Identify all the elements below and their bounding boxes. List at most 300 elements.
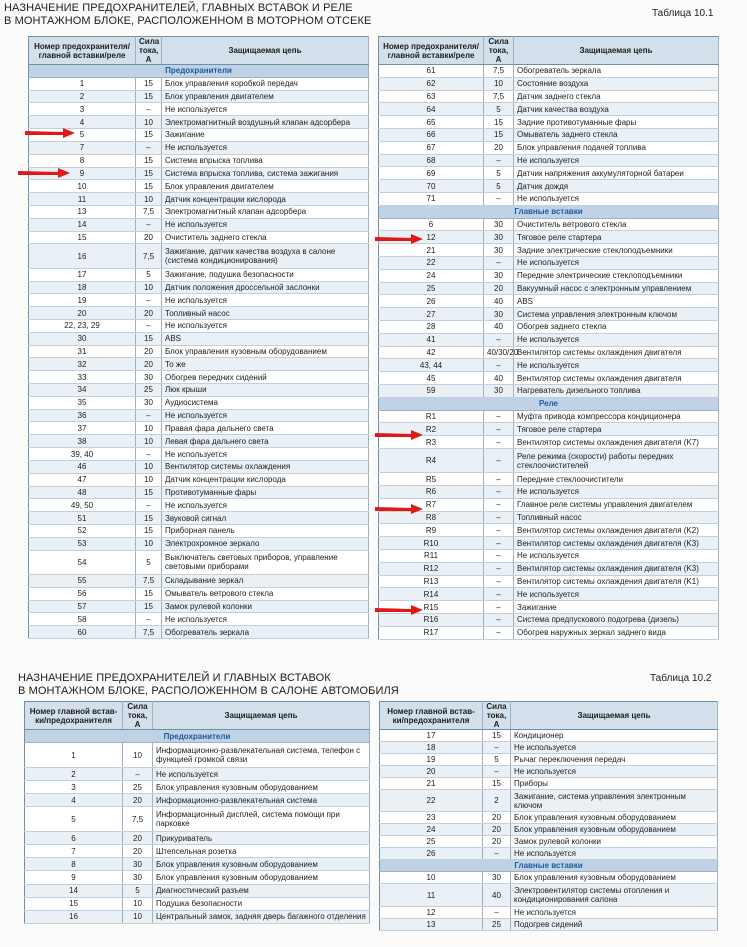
current-rating: – (484, 423, 514, 436)
table2-right-row (380, 741, 718, 753)
fuse-number: 67 (379, 141, 484, 154)
fuse-number: R9 (379, 524, 484, 537)
protected-circuit: Датчик концентрации кислорода (162, 193, 369, 206)
current-rating: 15 (484, 116, 514, 129)
protected-circuit: Состояние воздуха (514, 77, 719, 90)
fuse-number: R12 (379, 562, 484, 575)
fuse-number: 16 (29, 244, 136, 268)
table2-left-row (25, 845, 370, 858)
fuse-number: 66 (379, 128, 484, 141)
protected-circuit: Не используется (514, 588, 719, 601)
table1-right-row (379, 473, 719, 486)
table1-left-row (29, 600, 369, 613)
protected-circuit: Обогреватель зеркала (162, 626, 369, 639)
protected-circuit: Очиститель ветрового стекла (514, 218, 719, 231)
table1-right-row (379, 180, 719, 193)
current-rating: – (123, 767, 153, 780)
current-rating: 20 (123, 832, 153, 845)
table2-title-line2: В МОНТАЖНОМ БЛОКЕ, РАСПОЛОЖЕННОМ В САЛОНЕ АВТОМОБИЛЯ (18, 685, 399, 697)
fuse-number: 69 (379, 167, 484, 180)
fuse-number: 33 (29, 371, 136, 384)
current-rating: – (483, 765, 511, 777)
protected-circuit: Датчик заднего стекла (514, 90, 719, 103)
protected-circuit: Электромагнитный клапан адсорбера (162, 205, 369, 218)
table1-right-row (379, 588, 719, 601)
current-rating: – (136, 409, 162, 422)
fuse-number: 11 (29, 193, 136, 206)
current-rating: 15 (136, 512, 162, 525)
table1-left-row (29, 193, 369, 206)
fuse-number: 30 (29, 332, 136, 345)
current-rating: 20 (483, 812, 511, 824)
table2-left-row (25, 897, 370, 910)
fuse-number: R17 (379, 626, 484, 639)
protected-circuit: Блок управления коробкой передач (162, 77, 369, 90)
current-rating: – (483, 741, 511, 753)
fuse-number: 45 (379, 372, 484, 385)
table1-right-row (379, 256, 719, 269)
table1-left-row (29, 358, 369, 371)
fuse-number: R13 (379, 575, 484, 588)
fuse-number: 25 (380, 836, 483, 848)
current-rating: – (136, 294, 162, 307)
table1-left-row (29, 116, 369, 129)
protected-circuit: Противотуманные фары (162, 486, 369, 499)
protected-circuit: Не используется (162, 319, 369, 332)
table1-right-row (379, 308, 719, 321)
table1-right-section-row (379, 205, 719, 218)
table1-right-row (379, 436, 719, 449)
current-rating: – (484, 333, 514, 346)
protected-circuit: Вентилятор системы охлаждения двигателя (514, 346, 719, 359)
table1-left-row (29, 244, 369, 268)
fuse-number: 28 (379, 320, 484, 333)
fuse-number: 23 (380, 812, 483, 824)
fuse-number: 46 (29, 460, 136, 473)
table2-left-row (25, 807, 370, 832)
current-rating: – (484, 473, 514, 486)
current-rating: – (484, 359, 514, 372)
fuse-number: R5 (379, 473, 484, 486)
protected-circuit: Зажигание, датчик качества воздуха в салоне (система кондиционирования) (162, 244, 369, 268)
table1-left-table (28, 36, 369, 639)
protected-circuit: Люк крыши (162, 384, 369, 397)
table1-left-row (29, 371, 369, 384)
protected-circuit: Не используется (514, 192, 719, 205)
fuse-number: 6 (25, 832, 123, 845)
table1-left-row (29, 103, 369, 116)
table1-left-row (29, 218, 369, 231)
table1-right-row (379, 192, 719, 205)
fuse-number: 31 (29, 345, 136, 358)
table1-left-row (29, 524, 369, 537)
fuse-number: 54 (29, 550, 136, 574)
table1-right-row (379, 423, 719, 436)
protected-circuit: Подогрев сидений (511, 918, 718, 930)
table1-left-row (29, 613, 369, 626)
current-rating: – (484, 626, 514, 639)
current-rating: 15 (136, 600, 162, 613)
table1-left-row (29, 231, 369, 244)
protected-circuit: Информационный дисплей, система помощи при парковке (153, 807, 370, 832)
protected-circuit: Датчик дождя (514, 180, 719, 193)
table1-left-row (29, 626, 369, 639)
protected-circuit: Обогреватель зеркала (514, 65, 719, 78)
current-rating: 30 (483, 872, 511, 884)
protected-circuit: Не используется (514, 550, 719, 563)
fuse-number: 1 (29, 77, 136, 90)
protected-circuit: Обогрев наружных зеркал заднего вида (514, 626, 719, 639)
current-rating: 40 (484, 320, 514, 333)
protected-circuit: ABS (514, 295, 719, 308)
table2-left-row (25, 767, 370, 780)
fuse-number: 32 (29, 358, 136, 371)
protected-circuit: Не используется (514, 154, 719, 167)
fuse-number: 24 (379, 269, 484, 282)
table2-left-table (24, 701, 370, 924)
table2-left-row (25, 871, 370, 884)
protected-circuit: Тяговое реле стартера (514, 231, 719, 244)
table2-right-header-amp: Сила тока, А (483, 702, 511, 730)
fuse-number: 13 (380, 918, 483, 930)
table2-right-table (379, 701, 718, 931)
table1-left-section-row (29, 65, 369, 78)
fuse-number: 11 (380, 884, 483, 907)
protected-circuit: Передние стеклоочистители (514, 473, 719, 486)
protected-circuit: Система впрыска топлива, система зажигания (162, 167, 369, 180)
fuse-number: R3 (379, 436, 484, 449)
table1-right-header-circuit: Защищаемая цепь (514, 37, 719, 65)
protected-circuit: Блок управления двигателем (162, 180, 369, 193)
protected-circuit: Не используется (514, 359, 719, 372)
table1-right-row (379, 320, 719, 333)
fuse-number: 4 (29, 116, 136, 129)
fuse-number: R7 (379, 498, 484, 511)
fuse-number: 7 (29, 141, 136, 154)
table1-right-row (379, 384, 719, 397)
current-rating: 5 (484, 103, 514, 116)
fuse-number: 26 (379, 295, 484, 308)
table2-left-row (25, 781, 370, 794)
current-rating: 40 (484, 372, 514, 385)
table2-right-header-circuit: Защищаемая цепь (511, 702, 718, 730)
table2-right-row (380, 836, 718, 848)
current-rating: 10 (136, 537, 162, 550)
table1-right-row (379, 77, 719, 90)
fuse-number: 42 (379, 346, 484, 359)
protected-circuit: Муфта привода компрессора кондиционера (514, 410, 719, 423)
table1-title-line1: НАЗНАЧЕНИЕ ПРЕДОХРАНИТЕЛЕЙ, ГЛАВНЫХ ВСТАВОК И РЕЛЕ (4, 2, 353, 14)
red-arrow-icon (23, 126, 77, 140)
fuse-number: 25 (379, 282, 484, 295)
fuse-number: 1 (25, 743, 123, 768)
protected-circuit: Вентилятор системы охлаждения двигателя (K2) (514, 524, 719, 537)
protected-circuit: Обогрев заднего стекла (514, 320, 719, 333)
fuse-number: 55 (29, 574, 136, 587)
table2-right-row (380, 848, 718, 860)
protected-circuit: Не используется (162, 218, 369, 231)
table1-left-row (29, 167, 369, 180)
protected-circuit: Вентилятор системы охлаждения двигателя (K3) (514, 537, 719, 550)
fuse-number: 56 (29, 587, 136, 600)
current-rating: 10 (136, 116, 162, 129)
protected-circuit: Не используется (162, 103, 369, 116)
table1-left-row (29, 486, 369, 499)
table1-right-row (379, 511, 719, 524)
fuse-number: R2 (379, 423, 484, 436)
fuse-number: 36 (29, 409, 136, 422)
fuse-number: R8 (379, 511, 484, 524)
fuse-number: 10 (29, 180, 136, 193)
fuse-number: R16 (379, 614, 484, 627)
current-rating: 5 (123, 884, 153, 897)
current-rating: – (136, 218, 162, 231)
current-rating: – (484, 436, 514, 449)
protected-circuit: Приборы (511, 777, 718, 789)
current-rating: – (484, 486, 514, 499)
fuse-number: 5 (25, 807, 123, 832)
table1-right-row (379, 346, 719, 359)
fuse-number: 19 (29, 294, 136, 307)
current-rating: – (484, 511, 514, 524)
current-rating: – (484, 614, 514, 627)
fuse-number: 57 (29, 600, 136, 613)
current-rating: 7,5 (484, 65, 514, 78)
current-rating: 15 (136, 180, 162, 193)
table1-right-table (378, 36, 719, 640)
protected-circuit: Вакуумный насос с электронным управлением (514, 282, 719, 295)
current-rating: 15 (136, 90, 162, 103)
protected-circuit: Зажигание (162, 129, 369, 142)
fuse-number: R6 (379, 486, 484, 499)
protected-circuit: Датчик концентрации кислорода (162, 473, 369, 486)
current-rating: 30 (123, 871, 153, 884)
table2-left-row (25, 858, 370, 871)
fuse-number: 24 (380, 824, 483, 836)
current-rating: – (483, 906, 511, 918)
protected-circuit: Реле режима (скорости) работы передних стеклоочистителей (514, 448, 719, 472)
current-rating: 5 (136, 268, 162, 281)
protected-circuit: Блок управления кузовным оборудованием (153, 781, 370, 794)
fuse-number: 22, 23, 29 (29, 319, 136, 332)
current-rating: – (136, 103, 162, 116)
table1-right-row (379, 410, 719, 423)
table2-right-row (380, 824, 718, 836)
protected-circuit: ABS (162, 332, 369, 345)
fuse-number: R14 (379, 588, 484, 601)
current-rating: 10 (123, 910, 153, 923)
fuse-number: 3 (29, 103, 136, 116)
current-rating: 15 (136, 332, 162, 345)
table1-left-row (29, 473, 369, 486)
current-rating: 5 (483, 753, 511, 765)
protected-circuit: Не используется (511, 741, 718, 753)
fuse-number: 18 (29, 281, 136, 294)
fuse-number: 26 (380, 848, 483, 860)
table1-right-header-amp: Сила тока, А (484, 37, 514, 65)
table1-left-row (29, 205, 369, 218)
current-rating: 5 (484, 167, 514, 180)
current-rating: 15 (136, 129, 162, 142)
table1-left-row (29, 281, 369, 294)
table2-left-header-circuit: Защищаемая цепь (153, 702, 370, 730)
table1-right-row (379, 448, 719, 472)
table1-right-row (379, 537, 719, 550)
section-title: Предохранители (29, 65, 369, 78)
section-title: Главные вставки (380, 860, 718, 872)
current-rating: 40 (483, 884, 511, 907)
table1-right-row (379, 601, 719, 614)
table1-left-row (29, 180, 369, 193)
current-rating: 10 (136, 193, 162, 206)
current-rating: 2 (483, 789, 511, 812)
fuse-number: 27 (379, 308, 484, 321)
current-rating: – (484, 154, 514, 167)
fuse-number: 35 (29, 396, 136, 409)
fuse-number: 48 (29, 486, 136, 499)
protected-circuit: Блок управления кузовным оборудованием (162, 345, 369, 358)
fuse-number: 34 (29, 384, 136, 397)
fuse-number: 6 (379, 218, 484, 231)
current-rating: – (484, 562, 514, 575)
current-rating: 20 (483, 824, 511, 836)
table1-left-row (29, 268, 369, 281)
current-rating: 30 (484, 231, 514, 244)
current-rating: – (484, 410, 514, 423)
current-rating: 15 (483, 777, 511, 789)
current-rating: 10 (136, 460, 162, 473)
table1-number: Таблица 10.1 (652, 8, 714, 19)
current-rating: 10 (136, 473, 162, 486)
red-arrow-icon (16, 166, 72, 180)
table1-right-row (379, 154, 719, 167)
table1-right-row (379, 231, 719, 244)
fuse-number: R10 (379, 537, 484, 550)
current-rating: 30 (136, 396, 162, 409)
table1-left-row (29, 550, 369, 574)
table2-left-row (25, 794, 370, 807)
current-rating: 10 (136, 422, 162, 435)
table1-right-row (379, 575, 719, 588)
table1-right-row (379, 244, 719, 257)
protected-circuit: Вентилятор системы охлаждения двигателя (K7) (514, 436, 719, 449)
protected-circuit: Не используется (153, 767, 370, 780)
section-title: Реле (379, 397, 719, 410)
current-rating: 15 (136, 587, 162, 600)
protected-circuit: Звуковой сигнал (162, 512, 369, 525)
section-title: Главные вставки (379, 205, 719, 218)
fuse-number: 17 (29, 268, 136, 281)
fuse-number: 7 (25, 845, 123, 858)
table1-right-row (379, 550, 719, 563)
current-rating: 20 (123, 794, 153, 807)
table1-left-row (29, 409, 369, 422)
current-rating: 7,5 (136, 244, 162, 268)
red-arrow-icon (373, 502, 425, 516)
table2-left-header-num: Номер главной встав- ки/предохранителя (25, 702, 123, 730)
protected-circuit: Блок управления подачей топлива (514, 141, 719, 154)
fuse-number: 12 (379, 231, 484, 244)
fuse-number: 63 (379, 90, 484, 103)
current-rating: 20 (136, 307, 162, 320)
fuse-number: 51 (29, 512, 136, 525)
protected-circuit: Правая фара дальнего света (162, 422, 369, 435)
table1-right-row (379, 524, 719, 537)
table2-right-row (380, 753, 718, 765)
protected-circuit: Блок управления кузовным оборудованием (511, 872, 718, 884)
table1-title-line2: В МОНТАЖНОМ БЛОКЕ, РАСПОЛОЖЕННОМ В МОТОРНОМ ОТСЕКЕ (4, 15, 372, 27)
fuse-number: 21 (380, 777, 483, 789)
protected-circuit: Главное реле системы управления двигателем (514, 498, 719, 511)
current-rating: – (483, 848, 511, 860)
protected-circuit: Зажигание, подушка безопасности (162, 268, 369, 281)
table1-right-row (379, 269, 719, 282)
table1-right-row (379, 498, 719, 511)
table1-right-row (379, 90, 719, 103)
current-rating: – (136, 448, 162, 461)
fuse-number: 71 (379, 192, 484, 205)
protected-circuit: Левая фара дальнего света (162, 435, 369, 448)
protected-circuit: Не используется (514, 333, 719, 346)
fuse-number: 52 (29, 524, 136, 537)
fuse-number: R1 (379, 410, 484, 423)
fuse-number: 16 (25, 910, 123, 923)
protected-circuit: Не используется (511, 848, 718, 860)
current-rating: – (484, 537, 514, 550)
current-rating: 15 (136, 77, 162, 90)
fuse-number: 37 (29, 422, 136, 435)
table2-right-row (380, 730, 718, 742)
fuse-number: 14 (25, 884, 123, 897)
table1-title (4, 2, 371, 28)
current-rating: 15 (136, 154, 162, 167)
table1-left-row (29, 129, 369, 142)
current-rating: 30 (136, 371, 162, 384)
table2-title-line1: НАЗНАЧЕНИЕ ПРЕДОХРАНИТЕЛЕЙ И ГЛАВНЫХ ВСТАВОК (18, 672, 331, 684)
protected-circuit: Аудиосистема (162, 396, 369, 409)
protected-circuit: Приборная панель (162, 524, 369, 537)
table2-right-row (380, 884, 718, 907)
fuse-number: 70 (379, 180, 484, 193)
current-rating: 15 (136, 524, 162, 537)
table2-right-row (380, 789, 718, 812)
current-rating: 7,5 (123, 807, 153, 832)
red-arrow-icon (373, 428, 425, 442)
table2-right-row (380, 918, 718, 930)
table1-left-row (29, 512, 369, 525)
table1-left-header-amp: Сила тока, А (136, 37, 162, 65)
table1-left-row (29, 384, 369, 397)
protected-circuit: Не используется (511, 765, 718, 777)
table1-right-row (379, 372, 719, 385)
table1-left-row (29, 448, 369, 461)
protected-circuit: Рычаг переключения передач (511, 753, 718, 765)
table1-right-header-num: Номер предохранителя/ главной вставки/реле (379, 37, 484, 65)
current-rating: 20 (484, 282, 514, 295)
protected-circuit: Блок управления двигателем (162, 90, 369, 103)
fuse-number: 15 (29, 231, 136, 244)
current-rating: 5 (136, 550, 162, 574)
current-rating: 15 (136, 486, 162, 499)
protected-circuit: Не используется (162, 294, 369, 307)
protected-circuit: Электромагнитный воздушный клапан адсорбера (162, 116, 369, 129)
current-rating: 20 (136, 231, 162, 244)
current-rating: – (484, 550, 514, 563)
current-rating: – (484, 588, 514, 601)
fuse-number: 49, 50 (29, 499, 136, 512)
table1-right-row (379, 167, 719, 180)
current-rating: – (484, 575, 514, 588)
